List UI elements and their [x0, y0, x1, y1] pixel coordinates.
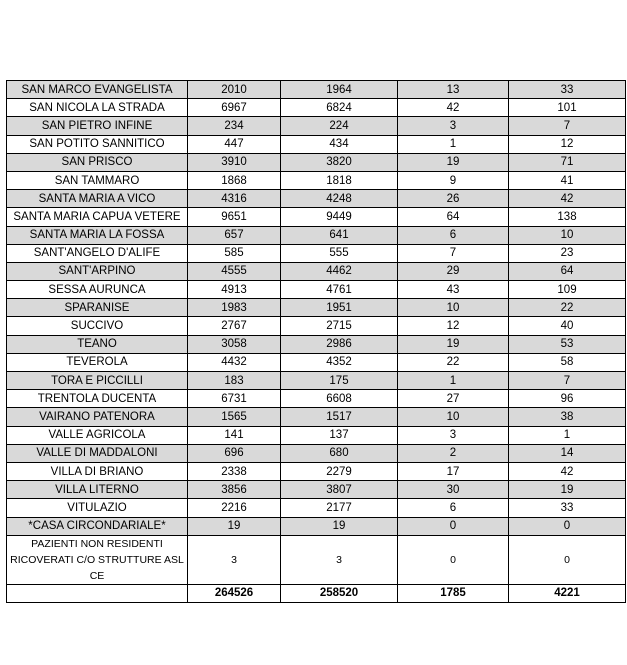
cell-v1: 4316	[188, 190, 281, 208]
cell-name: VAIRANO PATENORA	[7, 408, 188, 426]
cell-name: TRENTOLA DUCENTA	[7, 390, 188, 408]
cell-name: TEVEROLA	[7, 353, 188, 371]
table-row	[7, 244, 626, 262]
cell-v1: 1868	[188, 171, 281, 189]
cell-v2: 137	[281, 426, 398, 444]
cell-v2: 641	[281, 226, 398, 244]
table-row	[7, 408, 626, 426]
cell-v1: 2010	[188, 81, 281, 99]
cell-v3: 2	[398, 444, 509, 462]
cell-v1: 447	[188, 135, 281, 153]
cell-v4: 0	[509, 517, 626, 535]
table-row	[7, 535, 626, 584]
cell-name: SAN NICOLA LA STRADA	[7, 99, 188, 117]
cell-v2: 1818	[281, 171, 398, 189]
cell-v4: 0	[509, 535, 626, 584]
data-sheet	[6, 80, 625, 603]
table-body	[7, 81, 626, 603]
table-row	[7, 299, 626, 317]
cell-name: SANTA MARIA LA FOSSA	[7, 226, 188, 244]
cell-v1: 2767	[188, 317, 281, 335]
cell-v2: 2279	[281, 462, 398, 480]
cell-v1: 3910	[188, 153, 281, 171]
cell-v1: 585	[188, 244, 281, 262]
table-row	[7, 262, 626, 280]
cell-v4: 14	[509, 444, 626, 462]
cell-v3: 3	[398, 117, 509, 135]
cell-v3: 26	[398, 190, 509, 208]
cell-v1: 657	[188, 226, 281, 244]
cell-v3: 29	[398, 262, 509, 280]
cell-v3: 3	[398, 426, 509, 444]
cell-v4: 22	[509, 299, 626, 317]
cell-name: PAZIENTI NON RESIDENTI RICOVERATI C/O STRUTTURE ASL CE	[7, 535, 188, 584]
cell-name: VILLA LITERNO	[7, 481, 188, 499]
cell-v3: 9	[398, 171, 509, 189]
cell-v2: 4462	[281, 262, 398, 280]
cell-v2: 6608	[281, 390, 398, 408]
cell-v3: 10	[398, 299, 509, 317]
cell-v3: 10	[398, 408, 509, 426]
total-v3: 1785	[398, 584, 509, 602]
cell-v4: 12	[509, 135, 626, 153]
cell-v2: 6824	[281, 99, 398, 117]
cell-v2: 175	[281, 372, 398, 390]
cell-v3: 12	[398, 317, 509, 335]
table-row	[7, 117, 626, 135]
table-row	[7, 372, 626, 390]
cell-name: SANT'ANGELO D'ALIFE	[7, 244, 188, 262]
cell-v4: 53	[509, 335, 626, 353]
cell-v3: 7	[398, 244, 509, 262]
cell-v3: 6	[398, 499, 509, 517]
municipality-table	[6, 80, 626, 603]
cell-v4: 64	[509, 262, 626, 280]
cell-v4: 1	[509, 426, 626, 444]
cell-v4: 23	[509, 244, 626, 262]
table-row	[7, 208, 626, 226]
cell-v1: 141	[188, 426, 281, 444]
table-row	[7, 281, 626, 299]
cell-v1: 234	[188, 117, 281, 135]
cell-v3: 30	[398, 481, 509, 499]
cell-v1: 696	[188, 444, 281, 462]
cell-v4: 7	[509, 372, 626, 390]
cell-v2: 3	[281, 535, 398, 584]
cell-v3: 13	[398, 81, 509, 99]
cell-name: *CASA CIRCONDARIALE*	[7, 517, 188, 535]
cell-v1: 3058	[188, 335, 281, 353]
cell-v2: 2715	[281, 317, 398, 335]
table-row	[7, 171, 626, 189]
cell-name: TEANO	[7, 335, 188, 353]
total-v4: 4221	[509, 584, 626, 602]
cell-v1: 3856	[188, 481, 281, 499]
cell-v1: 1565	[188, 408, 281, 426]
cell-v1: 6967	[188, 99, 281, 117]
cell-v4: 58	[509, 353, 626, 371]
cell-v2: 224	[281, 117, 398, 135]
cell-v3: 0	[398, 535, 509, 584]
cell-v2: 2986	[281, 335, 398, 353]
table-row	[7, 353, 626, 371]
cell-v4: 10	[509, 226, 626, 244]
table-row	[7, 135, 626, 153]
cell-v4: 42	[509, 190, 626, 208]
cell-v3: 1	[398, 372, 509, 390]
cell-v4: 138	[509, 208, 626, 226]
total-label	[7, 584, 188, 602]
cell-name: SANT'ARPINO	[7, 262, 188, 280]
cell-v4: 7	[509, 117, 626, 135]
cell-v1: 1983	[188, 299, 281, 317]
cell-v4: 19	[509, 481, 626, 499]
cell-v4: 33	[509, 81, 626, 99]
cell-v1: 6731	[188, 390, 281, 408]
cell-v2: 1517	[281, 408, 398, 426]
cell-name: SAN MARCO EVANGELISTA	[7, 81, 188, 99]
cell-name: VITULAZIO	[7, 499, 188, 517]
cell-v1: 9651	[188, 208, 281, 226]
cell-v2: 4352	[281, 353, 398, 371]
cell-name: SPARANISE	[7, 299, 188, 317]
cell-v2: 1964	[281, 81, 398, 99]
cell-v1: 4913	[188, 281, 281, 299]
cell-v2: 680	[281, 444, 398, 462]
cell-v3: 43	[398, 281, 509, 299]
cell-name: TORA E PICCILLI	[7, 372, 188, 390]
cell-v1: 4555	[188, 262, 281, 280]
table-row	[7, 444, 626, 462]
cell-v4: 101	[509, 99, 626, 117]
cell-name: VILLA DI BRIANO	[7, 462, 188, 480]
cell-v4: 109	[509, 281, 626, 299]
cell-v3: 22	[398, 353, 509, 371]
total-v1: 264526	[188, 584, 281, 602]
cell-v1: 183	[188, 372, 281, 390]
totals-row	[7, 584, 626, 602]
cell-v3: 42	[398, 99, 509, 117]
table-row	[7, 226, 626, 244]
table-row	[7, 190, 626, 208]
cell-v3: 19	[398, 153, 509, 171]
table-row	[7, 499, 626, 517]
cell-v4: 33	[509, 499, 626, 517]
table-row	[7, 81, 626, 99]
total-v2: 258520	[281, 584, 398, 602]
cell-v4: 40	[509, 317, 626, 335]
table-row	[7, 99, 626, 117]
cell-name: VALLE DI MADDALONI	[7, 444, 188, 462]
cell-v2: 9449	[281, 208, 398, 226]
cell-v1: 3	[188, 535, 281, 584]
cell-v4: 71	[509, 153, 626, 171]
cell-name: SANTA MARIA A VICO	[7, 190, 188, 208]
table-row	[7, 390, 626, 408]
cell-name: SAN PIETRO INFINE	[7, 117, 188, 135]
cell-name: SAN PRISCO	[7, 153, 188, 171]
cell-v3: 0	[398, 517, 509, 535]
cell-name: SUCCIVO	[7, 317, 188, 335]
cell-v2: 19	[281, 517, 398, 535]
table-row	[7, 317, 626, 335]
cell-v2: 555	[281, 244, 398, 262]
cell-v2: 3807	[281, 481, 398, 499]
cell-v4: 96	[509, 390, 626, 408]
cell-v3: 64	[398, 208, 509, 226]
cell-v2: 434	[281, 135, 398, 153]
cell-v4: 41	[509, 171, 626, 189]
cell-v1: 4432	[188, 353, 281, 371]
cell-v3: 6	[398, 226, 509, 244]
cell-v2: 3820	[281, 153, 398, 171]
cell-v2: 1951	[281, 299, 398, 317]
table-row	[7, 462, 626, 480]
cell-v3: 1	[398, 135, 509, 153]
cell-v1: 2216	[188, 499, 281, 517]
cell-v4: 38	[509, 408, 626, 426]
cell-v4: 42	[509, 462, 626, 480]
table-row	[7, 335, 626, 353]
cell-v3: 17	[398, 462, 509, 480]
cell-name: SANTA MARIA CAPUA VETERE	[7, 208, 188, 226]
table-row	[7, 481, 626, 499]
cell-name: SAN TAMMARO	[7, 171, 188, 189]
table-row	[7, 426, 626, 444]
cell-v2: 4761	[281, 281, 398, 299]
cell-v1: 19	[188, 517, 281, 535]
cell-name: SESSA AURUNCA	[7, 281, 188, 299]
cell-v2: 2177	[281, 499, 398, 517]
cell-v1: 2338	[188, 462, 281, 480]
cell-name: SAN POTITO SANNITICO	[7, 135, 188, 153]
table-row	[7, 517, 626, 535]
table-row	[7, 153, 626, 171]
cell-name: VALLE AGRICOLA	[7, 426, 188, 444]
cell-v3: 27	[398, 390, 509, 408]
cell-v2: 4248	[281, 190, 398, 208]
cell-v3: 19	[398, 335, 509, 353]
